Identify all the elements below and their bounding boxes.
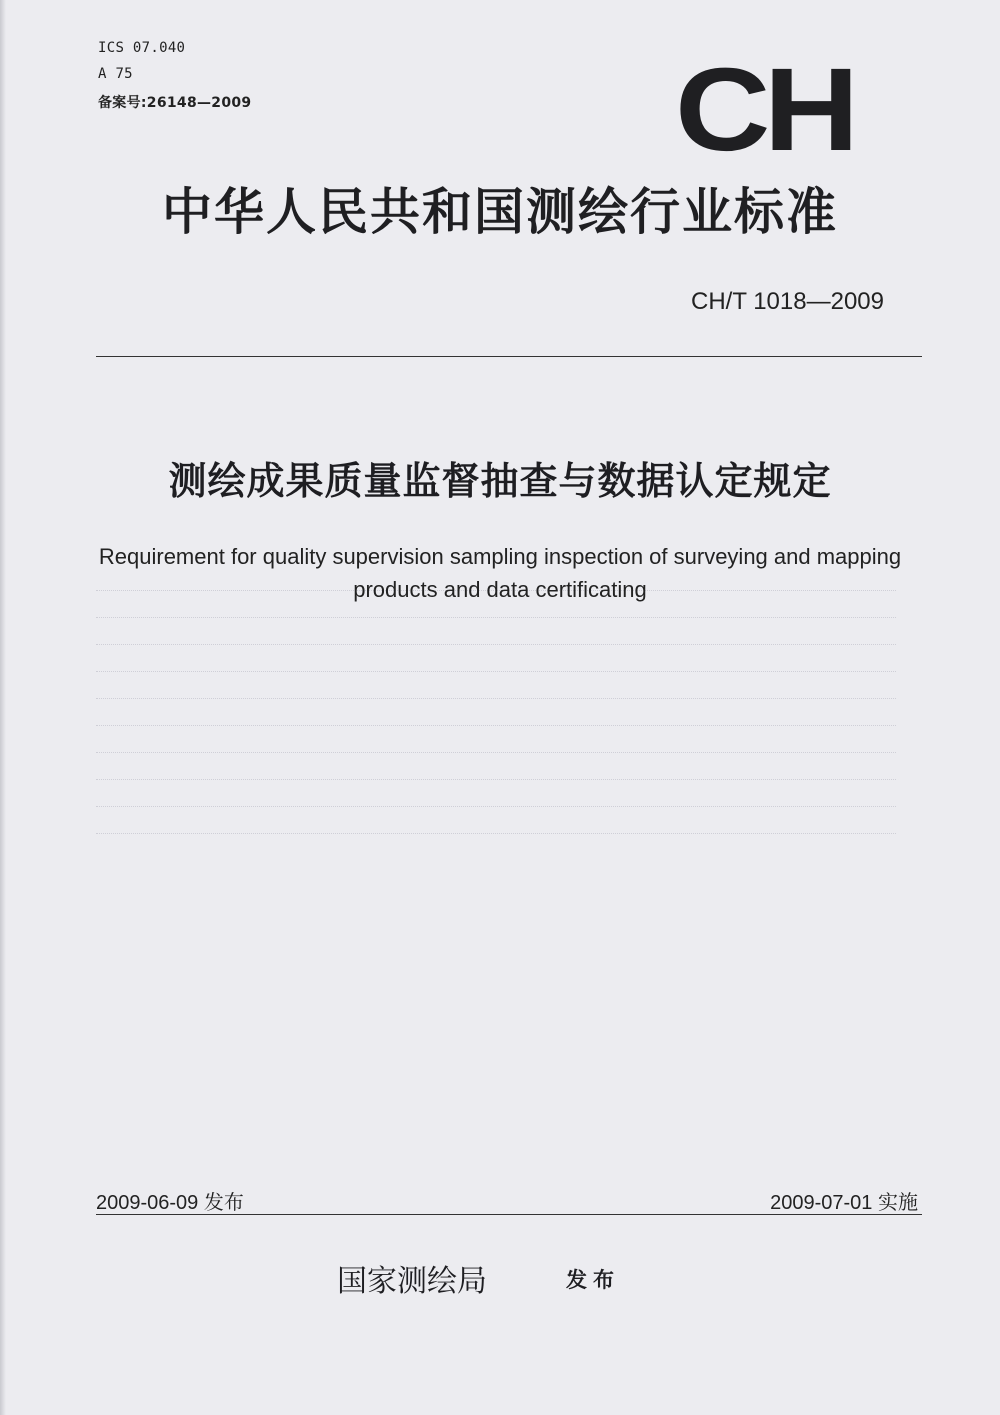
ics-code: ICS 07.040 [98, 40, 186, 56]
record-number: 备案号:26148—2009 [98, 95, 252, 111]
document-title-chinese: 测绘成果质量监督抽查与数据认定规定 [168, 459, 832, 503]
english-title-line-2: products and data certificating [353, 577, 647, 602]
issue-date: 2009-06-09 发布 [96, 1192, 244, 1214]
show-through-background [96, 590, 896, 860]
classification-code: A 75 [98, 66, 133, 82]
standard-category-title: 中华人民共和国测绘行业标准 [162, 183, 838, 241]
publisher-name: 国家测绘局 [337, 1264, 487, 1299]
ch-standard-logo: CH [675, 44, 853, 176]
standard-code: CH/T 1018—2009 [690, 288, 884, 315]
english-title-line-1: Requirement for quality supervision sampling inspection of surveying and mapping [98, 544, 902, 569]
publish-label: 发布 [566, 1268, 620, 1292]
implementation-date: 2009-07-01 实施 [770, 1192, 918, 1214]
top-divider [96, 356, 922, 357]
bottom-divider [96, 1214, 922, 1215]
document-title-english [40, 540, 960, 606]
